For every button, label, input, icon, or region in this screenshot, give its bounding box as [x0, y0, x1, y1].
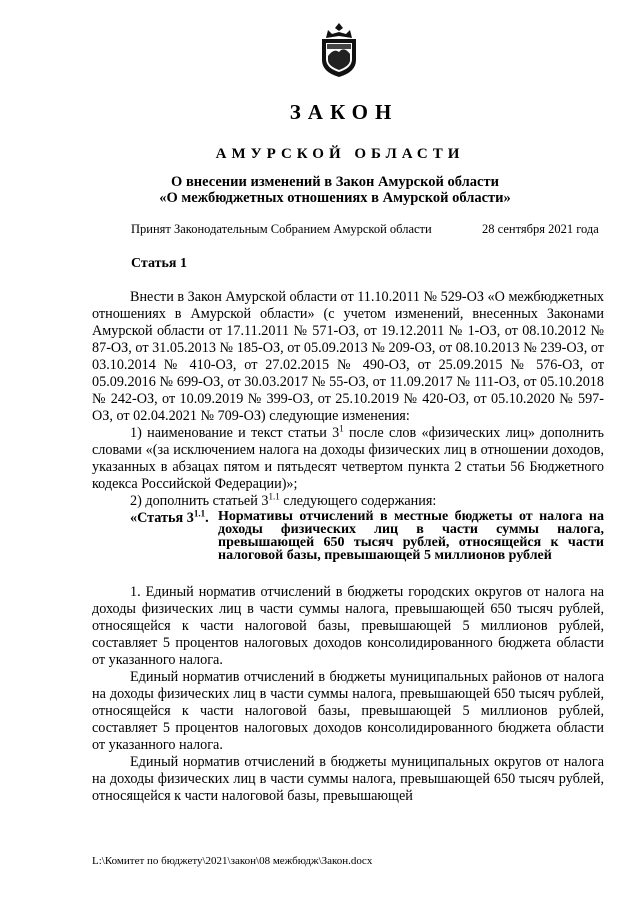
new-article-label-sup: 1.1: [193, 508, 206, 519]
subtitle-line-1: О внесении изменений в Закон Амурской области: [171, 174, 499, 190]
new-article-label-text: «Статья 3: [130, 510, 194, 526]
new-article-header: [92, 510, 604, 562]
norm-paragraph-2: Единый норматив отчислений в бюджеты муниципальных районов от налога на доходы физических лиц в части суммы налога, превышающей 650 тысяч рублей, относящейся к части налоговой базы, превышающей 5 миллионов рублей, составляет 5 процентов налоговых доходов консолидированного бюджета области от указанного налога.: [92, 669, 604, 753]
adopted-date: 28 сентября 2021 года: [482, 222, 599, 236]
item1-text-a: 1) наименование и текст статьи 3: [130, 425, 340, 441]
region-title: АМУРСКОЙ ОБЛАСТИ: [215, 146, 465, 162]
amendment-item-2: [92, 493, 604, 510]
amendment-item-1: [92, 425, 604, 493]
article-intro: Внести в Закон Амурской области от 11.10.2011 № 529-ОЗ «О межбюджетных отношениях в Амурской области» (с учетом изменений, внесенных Законами Амурской области от 17.11.2011 № 571-ОЗ, от 19.12.2011 № 1-ОЗ, от 08.10.2012 № 87-ОЗ, от 31.05.2013 № 185-ОЗ, от 05.09.2013 № 209-ОЗ, от 08.10.2013 № 239-ОЗ, от 03.10.2014 № 410-ОЗ, от 27.02.2015 № 490-ОЗ, от 25.09.2015 № 576-ОЗ, от 05.09.2016 № 699-ОЗ, от 30.03.2017 № 55-ОЗ, от 11.09.2017 № 111-ОЗ, от 05.10.2018 № 242-ОЗ, от 10.09.2019 № 399-ОЗ, от 25.10.2019 № 420-ОЗ, от 05.10.2020 № 597-ОЗ, от 02.04.2021 № 709-ОЗ) следующие изменения:: [92, 289, 604, 424]
coat-of-arms-icon: [316, 22, 362, 78]
document-subtitle: [0, 174, 640, 206]
spacer: [92, 562, 604, 584]
subtitle-line-2: «О межбюджетных отношениях в Амурской области»: [159, 190, 511, 206]
article-body: [92, 289, 604, 805]
new-article-label: [92, 510, 218, 562]
norm-paragraph-3: Единый норматив отчислений в бюджеты муниципальных округов от налога на доходы физических лиц в части суммы налога, превышающей 650 тысяч рублей, относящейся к части налоговой базы, превышающей: [92, 754, 604, 804]
article-heading: Статья 1: [131, 256, 187, 271]
item2-superscript: 1.1: [268, 491, 280, 502]
footer-file-path: L:\Комитет по бюджету\2021\закон\08 межбюдж\Закон.docx: [92, 855, 373, 867]
document-title: ЗАКОН: [289, 100, 399, 124]
item1-text-b: после слов «физических лиц» дополнить словами «(за исключением налога на доходы физических лиц в отношении доходов, указанных в абзацах пятом и пятьдесят четвертом пункта 2 статьи 56 Бюджетного кодекса Российской Федерации)»;: [92, 425, 604, 492]
item1-superscript: 1: [339, 423, 344, 434]
new-article-label-dot: .: [205, 510, 209, 526]
adopted-by: Принят Законодательным Собранием Амурской области: [131, 222, 432, 236]
item2-text-b: следующего содержания:: [279, 493, 437, 509]
item2-text-a: 2) дополнить статьей 3: [130, 493, 269, 509]
new-article-title: Нормативы отчислений в местные бюджеты от налога на доходы физических лиц в части суммы налога, превышающей 650 тысяч рублей, относящейся к части налоговой базы, превышающей 5 миллионов рублей: [218, 509, 604, 563]
norm-paragraph-1: 1. Единый норматив отчислений в бюджеты городских округов от налога на доходы физических лиц в части суммы налога, превышающей 650 тысяч рублей, относящейся к части налоговой базы, превышающей 5 миллионов рублей, составляет 5 процентов налоговых доходов консолидированного бюджета области от указанного налога.: [92, 584, 604, 668]
